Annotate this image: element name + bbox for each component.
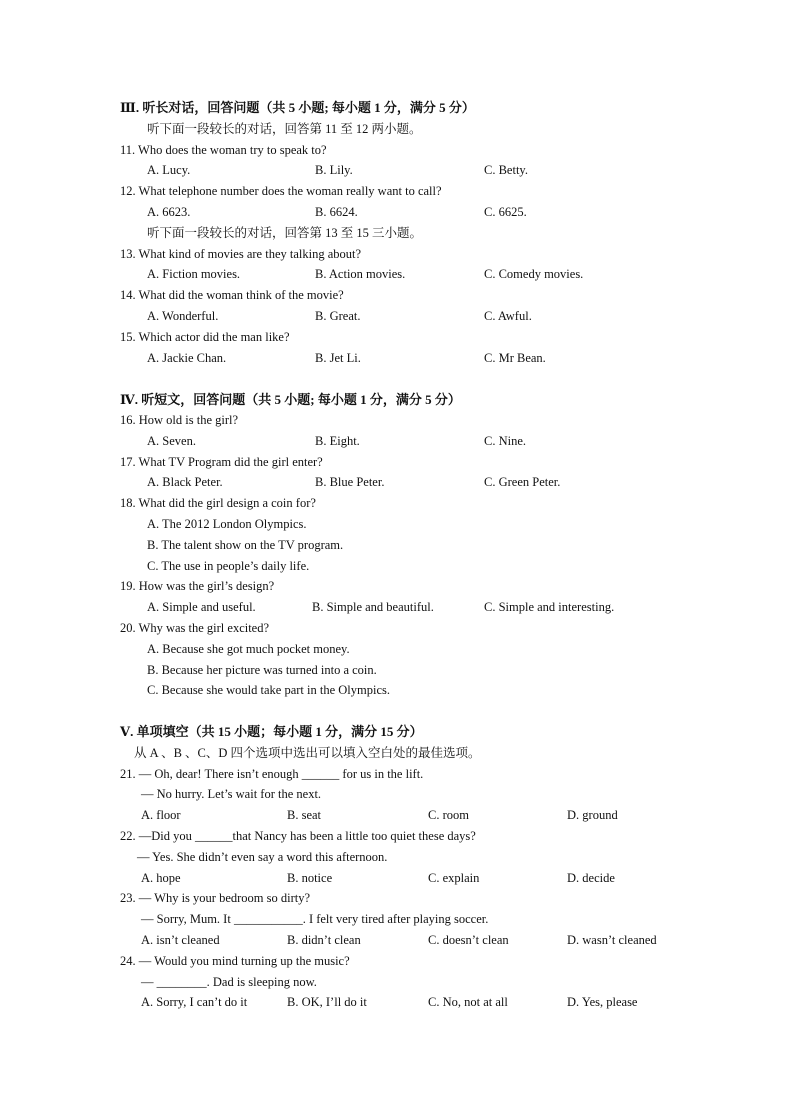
question-16: 16. How old is the girl? xyxy=(120,413,239,427)
question-20: 20. Why was the girl excited? xyxy=(120,621,270,635)
option-c: C. Simple and interesting. xyxy=(484,600,615,614)
question-21: 21. — Oh, dear! There isn’t enough ______ for us in the lift. xyxy=(120,767,424,781)
option-a: A. Jackie Chan. xyxy=(147,351,227,365)
option-a: A. Because she got much pocket money. xyxy=(147,642,350,656)
option-b: B. Jet Li. xyxy=(315,351,361,365)
option-b: B. Blue Peter. xyxy=(315,475,385,489)
option-a: A. Wonderful. xyxy=(147,309,219,323)
section-5-intro: 从 A 、B 、C、D 四个选项中选出可以填入空白处的最佳选项。 xyxy=(134,746,481,760)
question-11: 11. Who does the woman try to speak to? xyxy=(120,143,327,157)
option-b: B. Because her picture was turned into a coin. xyxy=(147,663,377,677)
option-a: A. 6623. xyxy=(147,205,191,219)
option-a: A. isn’t cleaned xyxy=(141,933,220,947)
option-c: C. No, not at all xyxy=(428,995,508,1009)
option-a: A. Fiction movies. xyxy=(147,267,241,281)
dialogue-line: — Sorry, Mum. It ___________. I felt very tired after playing soccer. xyxy=(141,912,489,926)
option-d: D. Yes, please xyxy=(567,995,638,1009)
question-24: 24. — Would you mind turning up the music? xyxy=(120,954,350,968)
option-c: C. room xyxy=(428,808,469,822)
option-b: B. Simple and beautiful. xyxy=(312,600,434,614)
option-d: D. wasn’t cleaned xyxy=(567,933,657,947)
option-c: C. Betty. xyxy=(484,163,528,177)
option-c: C. Mr Bean. xyxy=(484,351,546,365)
option-a: A. Simple and useful. xyxy=(147,600,256,614)
option-b: B. didn’t clean xyxy=(287,933,361,947)
section-3-title: Ⅲ. 听长对话，回答问题（共 5 小题; 每小题 1 分，满分 5 分） xyxy=(120,100,475,115)
dialogue-line: — No hurry. Let’s wait for the next. xyxy=(141,787,322,801)
option-a: A. The 2012 London Olympics. xyxy=(147,517,307,531)
option-b: B. Action movies. xyxy=(315,267,406,281)
option-c: C. Comedy movies. xyxy=(484,267,584,281)
option-b: B. Great. xyxy=(315,309,361,323)
option-a: A. hope xyxy=(141,871,181,885)
question-12: 12. What telephone number does the woman really want to call? xyxy=(120,184,442,198)
question-15: 15. Which actor did the man like? xyxy=(120,330,290,344)
option-b: B. seat xyxy=(287,808,322,822)
option-c: C. doesn’t clean xyxy=(428,933,509,947)
option-b: B. Lily. xyxy=(315,163,353,177)
option-c: C. Green Peter. xyxy=(484,475,561,489)
section-3-intro-1: 听下面一段较长的对话，回答第 11 至 12 两小题。 xyxy=(147,122,422,136)
dialogue-line: — Yes. She didn’t even say a word this afternoon. xyxy=(137,850,388,864)
question-23: 23. — Why is your bedroom so dirty? xyxy=(120,891,311,905)
option-b: B. OK, I’ll do it xyxy=(287,995,367,1009)
question-19: 19. How was the girl’s design? xyxy=(120,579,275,593)
question-14: 14. What did the woman think of the movie? xyxy=(120,288,344,302)
option-a: A. Lucy. xyxy=(147,163,191,177)
option-c: C. Nine. xyxy=(484,434,527,448)
option-c: C. explain xyxy=(428,871,480,885)
section-5-title: Ⅴ. 单项填空（共 15 小题；每小题 1 分，满分 15 分） xyxy=(120,724,423,739)
question-17: 17. What TV Program did the girl enter? xyxy=(120,455,323,469)
question-18: 18. What did the girl design a coin for? xyxy=(120,496,316,510)
option-a: A. Black Peter. xyxy=(147,475,223,489)
dialogue-line: — ________. Dad is sleeping now. xyxy=(141,975,317,989)
option-d: D. ground xyxy=(567,808,618,822)
option-a: A. floor xyxy=(141,808,181,822)
option-c: C. 6625. xyxy=(484,205,527,219)
question-13: 13. What kind of movies are they talking about? xyxy=(120,247,362,261)
option-a: A. Sorry, I can’t do it xyxy=(141,995,248,1009)
option-b: B. Eight. xyxy=(315,434,360,448)
option-c: C. The use in people’s daily life. xyxy=(147,559,310,573)
section-3-intro-2: 听下面一段较长的对话，回答第 13 至 15 三小题。 xyxy=(147,226,423,240)
option-c: C. Awful. xyxy=(484,309,532,323)
option-b: B. notice xyxy=(287,871,333,885)
question-22: 22. —Did you ______that Nancy has been a little too quiet these days? xyxy=(120,829,476,843)
option-a: A. Seven. xyxy=(147,434,196,448)
option-b: B. The talent show on the TV program. xyxy=(147,538,344,552)
section-4-title: Ⅳ. 听短文，回答问题（共 5 小题; 每小题 1 分，满分 5 分） xyxy=(120,392,461,407)
option-c: C. Because she would take part in the Olympics. xyxy=(147,683,390,697)
option-d: D. decide xyxy=(567,871,615,885)
option-b: B. 6624. xyxy=(315,205,358,219)
